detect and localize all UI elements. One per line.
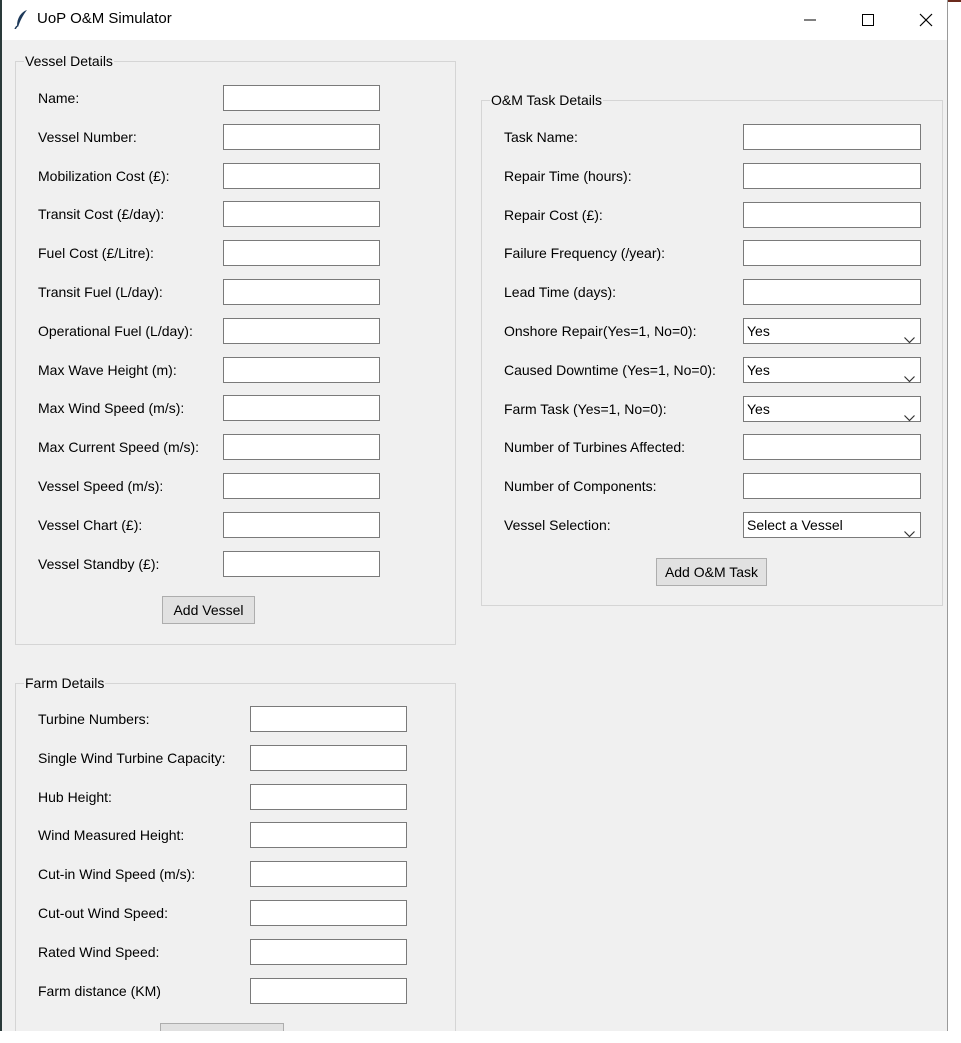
add-om-task-button[interactable]: Add O&M Task (656, 558, 767, 586)
number-of-turbines-affected-input[interactable] (743, 434, 921, 460)
lead-time-days-input[interactable] (743, 279, 921, 305)
chevron-down-icon[interactable] (904, 405, 915, 429)
cut-out-wind-speed-input[interactable] (250, 900, 407, 926)
max-current-speed-m-s-label: Max Current Speed (m/s): (38, 439, 200, 456)
vessel-selection-combobox[interactable] (743, 512, 921, 538)
feather-icon (14, 9, 30, 29)
onshore-repair-yes-1-no-0-label: Onshore Repair(Yes=1, No=0): (504, 323, 697, 339)
rated-wind-speed-label: Rated Wind Speed: (38, 943, 160, 960)
transit-fuel-l-day-input[interactable] (223, 279, 380, 305)
task-name-input[interactable] (743, 124, 921, 150)
farm-task-yes-1-no-0-combobox[interactable] (743, 396, 921, 422)
operational-fuel-l-day-input[interactable] (223, 318, 380, 344)
onshore-repair-yes-1-no-0-combobox[interactable] (743, 318, 921, 344)
vessel-chart-input[interactable] (223, 512, 380, 538)
turbine-numbers-label: Turbine Numbers: (38, 711, 150, 727)
max-wind-speed-m-s-input[interactable] (223, 395, 380, 421)
onshore-repair-yes-1-no-0-combobox-value: Yes (747, 323, 770, 339)
fuel-cost-litre-input[interactable] (223, 240, 380, 266)
caused-downtime-yes-1-no-0-label: Caused Downtime (Yes=1, No=0): (504, 361, 716, 378)
cut-in-wind-speed-m-s-input[interactable] (250, 861, 407, 887)
vessel-selection-combobox-value: Select a Vessel (747, 517, 843, 533)
vessel-selection-label: Vessel Selection: (504, 517, 611, 533)
task-name-label: Task Name: (504, 129, 578, 145)
chevron-down-icon[interactable] (904, 327, 915, 351)
vessel-chart-label: Vessel Chart (£): (38, 516, 143, 533)
minimize-icon (804, 14, 816, 26)
max-current-speed-m-s-input[interactable] (223, 434, 380, 460)
turbine-numbers-input[interactable] (250, 706, 407, 732)
failure-frequency-year-input[interactable] (743, 240, 921, 266)
maximize-button[interactable] (839, 0, 897, 40)
app-window (2, 0, 948, 1031)
farm-distance-km-label: Farm distance (KM) (38, 982, 161, 999)
number-of-components-input[interactable] (743, 473, 921, 499)
farm-task-yes-1-no-0-combobox-value: Yes (747, 400, 770, 417)
repair-time-hours-label: Repair Time (hours): (504, 167, 632, 184)
mobilization-cost-input[interactable] (223, 163, 380, 189)
transit-cost-day-input[interactable] (223, 201, 380, 227)
fuel-cost-litre-label: Fuel Cost (£/Litre): (38, 245, 154, 262)
failure-frequency-year-label: Failure Frequency (/year): (504, 245, 666, 262)
repair-cost-label: Repair Cost (£): (504, 206, 603, 223)
max-wave-height-m-label: Max Wave Height (m): (38, 361, 177, 378)
vessel-number-input[interactable] (223, 124, 380, 150)
farm-distance-km-input[interactable] (250, 978, 407, 1004)
close-icon (919, 13, 933, 27)
vessel-number-label: Vessel Number: (38, 128, 137, 145)
desktop-background-bottom (0, 1031, 961, 1043)
name-input[interactable] (223, 85, 380, 111)
add-vessel-button[interactable]: Add Vessel (162, 596, 255, 624)
max-wave-height-m-input[interactable] (223, 357, 380, 383)
single-wind-turbine-capacity-input[interactable] (250, 745, 407, 771)
lead-time-days-label: Lead Time (days): (504, 284, 617, 301)
repair-cost-input[interactable] (743, 202, 921, 228)
cut-out-wind-speed-label: Cut-out Wind Speed: (38, 905, 168, 921)
single-wind-turbine-capacity-label: Single Wind Turbine Capacity: (38, 749, 226, 766)
vessel-details-title: Vessel Details (25, 53, 113, 69)
wind-measured-height-input[interactable] (250, 822, 407, 848)
number-of-turbines-affected-label: Number of Turbines Affected: (504, 439, 686, 456)
vessel-standby-input[interactable] (223, 551, 380, 577)
minimize-button[interactable] (781, 0, 839, 40)
chevron-down-icon[interactable] (904, 521, 915, 545)
hub-height-label: Hub Height: (38, 788, 112, 805)
cut-in-wind-speed-m-s-label: Cut-in Wind Speed (m/s): (38, 866, 196, 883)
om-task-details-title: O&M Task Details (491, 92, 602, 108)
maximize-icon (862, 14, 874, 26)
chevron-down-icon[interactable] (904, 366, 915, 390)
vessel-speed-m-s-label: Vessel Speed (m/s): (38, 478, 164, 494)
vessel-standby-label: Vessel Standby (£): (38, 555, 160, 572)
caused-downtime-yes-1-no-0-combobox[interactable] (743, 357, 921, 383)
hub-height-input[interactable] (250, 784, 407, 810)
farm-task-yes-1-no-0-label: Farm Task (Yes=1, No=0): (504, 400, 667, 417)
transit-cost-day-label: Transit Cost (£/day): (38, 206, 165, 223)
number-of-components-label: Number of Components: (504, 478, 657, 495)
close-button[interactable] (897, 0, 948, 40)
repair-time-hours-input[interactable] (743, 163, 921, 189)
rated-wind-speed-input[interactable] (250, 939, 407, 965)
vessel-speed-m-s-input[interactable] (223, 473, 380, 499)
add-farm-button[interactable] (160, 1023, 284, 1031)
mobilization-cost-label: Mobilization Cost (£): (38, 167, 170, 184)
caused-downtime-yes-1-no-0-combobox-value: Yes (747, 361, 770, 378)
max-wind-speed-m-s-label: Max Wind Speed (m/s): (38, 400, 185, 417)
farm-details-title: Farm Details (25, 675, 105, 691)
transit-fuel-l-day-label: Transit Fuel (L/day): (38, 284, 163, 300)
wind-measured-height-label: Wind Measured Height: (38, 827, 185, 844)
name-label: Name: (38, 90, 80, 106)
operational-fuel-l-day-label: Operational Fuel (L/day): (38, 322, 193, 339)
title-bar[interactable] (2, 0, 948, 40)
window-title: UoP O&M Simulator (37, 10, 172, 27)
